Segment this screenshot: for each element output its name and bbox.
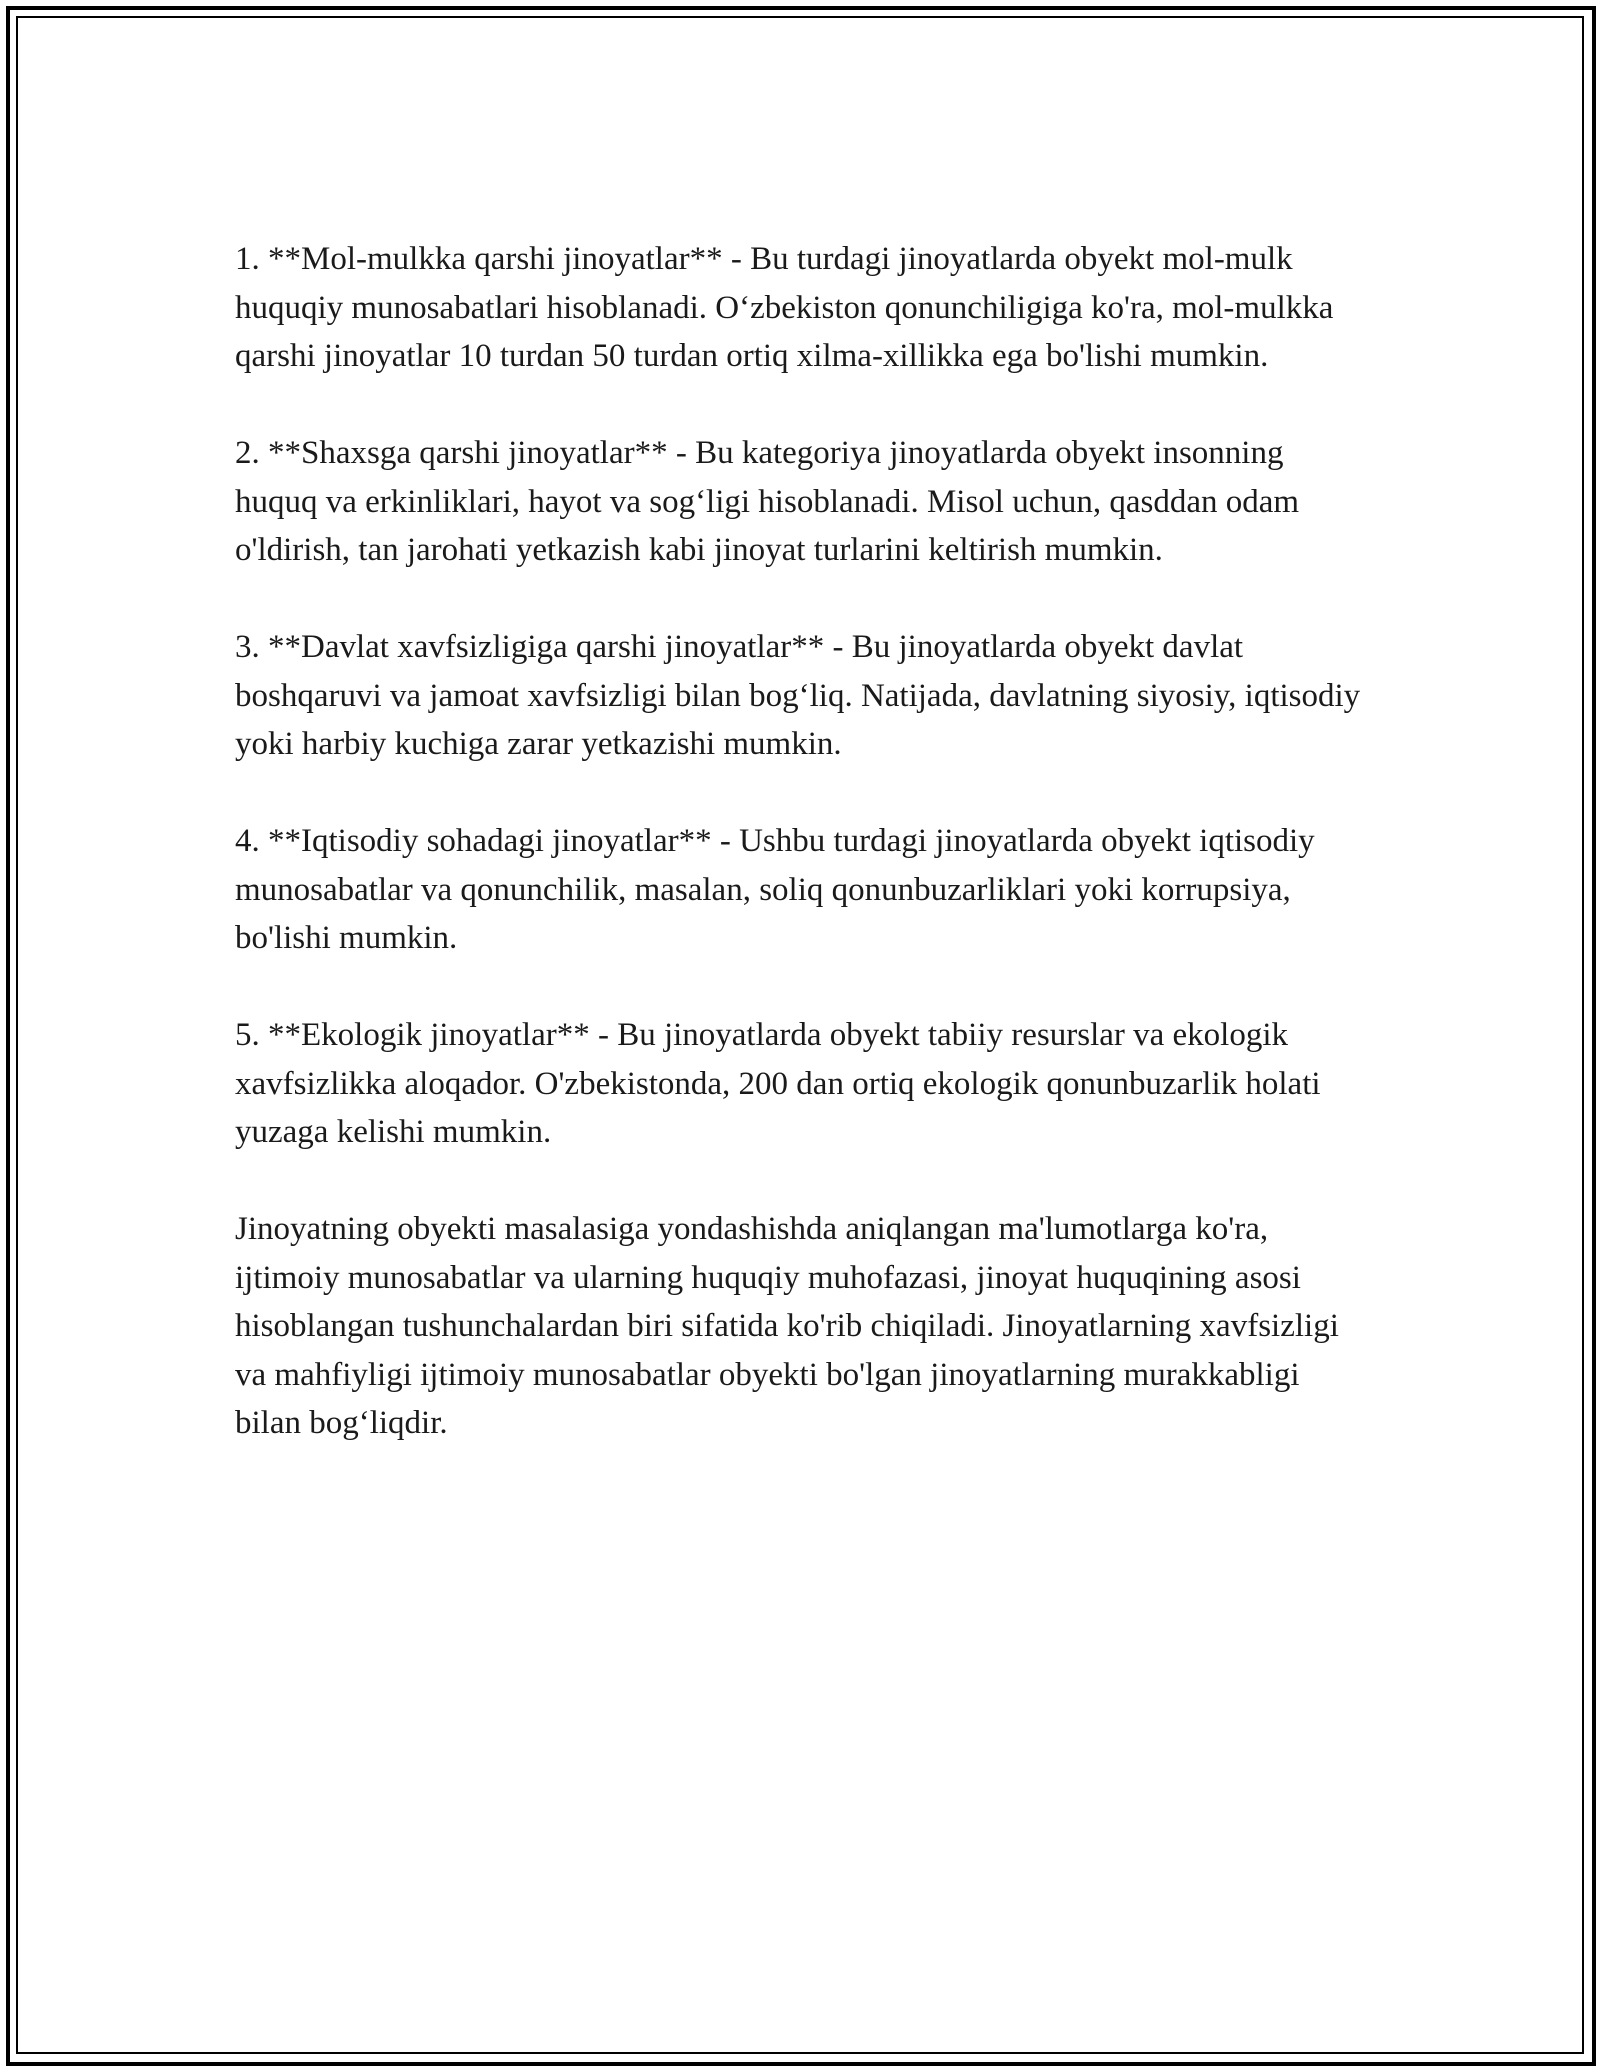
paragraph-conclusion: Jinoyatning obyekti masalasiga yondashishda aniqlangan ma'lumotlarga ko'ra, ijtimoiy munosabatlar va ularning huquqiy muhofazasi, jinoyat huquqining asosi hisoblangan tushunchalardan biri sifatida ko'rib chiqiladi. Jinoyatlarning xavfsizligi va mahfiyligi ijtimoiy munosabatlar obyekti bo'lgan jinoyatlarning murakkabligi bilan bog‘liqdir.: [235, 1211, 1339, 1441]
paragraph-crimes-against-person: 2. **Shaxsga qarshi jinoyatlar** - Bu kategoriya jinoyatlarda obyekt insonning huquq va erkinliklari, hayot va sog‘ligi hisoblanadi. Misol uchun, qasddan odam o'ldirish, tan jarohati yetkazish kabi jinoyat turlarini keltirish mumkin.: [235, 435, 1300, 568]
document-body: [235, 235, 1365, 1496]
paragraph-economic-crimes: 4. **Iqtisodiy sohadagi jinoyatlar** - Ushbu turdagi jinoyatlarda obyekt iqtisodiy munosabatlar va qonunchilik, masalan, soliq qonunbuzarliklari yoki korrupsiya, bo'lishi mumkin.: [235, 823, 1315, 956]
paragraph-property-crimes: 1. **Mol-mulkka qarshi jinoyatlar** - Bu turdagi jinoyatlarda obyekt mol-mulk huquqiy munosabatlari hisoblanadi. O‘zbekiston qonunchiligiga ko'ra, mol-mulkka qarshi jinoyatlar 10 turdan 50 turdan ortiq xilma-xillikka ega bo'lishi mumkin.: [235, 241, 1334, 374]
paragraph-ecological-crimes: 5. **Ekologik jinoyatlar** - Bu jinoyatlarda obyekt tabiiy resurslar va ekologik xavfsizlikka aloqador. O'zbekistonda, 200 dan ortiq ekologik qonunbuzarlik holati yuzaga kelishi mumkin.: [235, 1017, 1321, 1150]
paragraph-state-security-crimes: 3. **Davlat xavfsizligiga qarshi jinoyatlar** - Bu jinoyatlarda obyekt davlat boshqaruvi va jamoat xavfsizligi bilan bog‘liq. Natijada, davlatning siyosiy, iqtisodiy yoki harbiy kuchiga zarar yetkazishi mumkin.: [235, 629, 1361, 762]
